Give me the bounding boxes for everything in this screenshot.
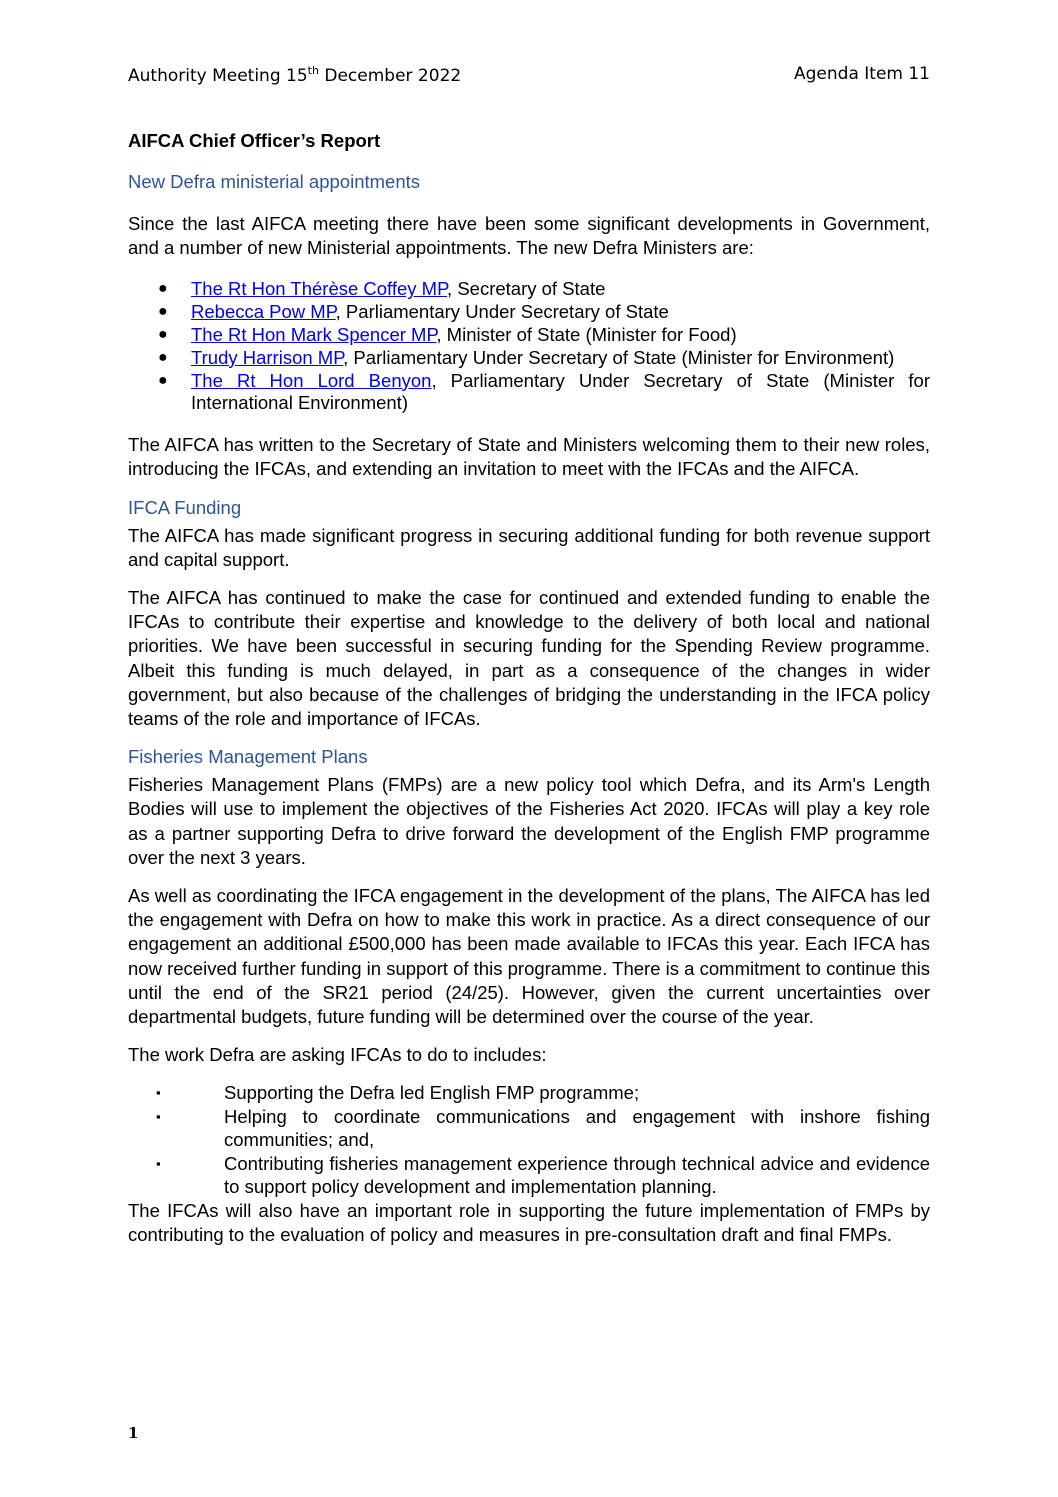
running-header-right: Agenda Item 11 xyxy=(794,64,930,84)
minister-role: , Minister of State (Minister for Food) xyxy=(436,324,737,345)
square-bullet-icon: ▪ xyxy=(156,1108,161,1124)
funding-paragraph-2: The AIFCA has continued to make the case for continued and extended funding to enable the IFCAs to contribute their expertise and knowledge to the delivery of both local and national priorities. We have been successful in securing funding for the Spending Review programme. Albeit this funding is much delayed, in part as a consequence of the changes in wider government, but also because of the challenges of bridging the understanding in the IFCA policy teams of the role and importance of IFCAs. xyxy=(128,587,930,730)
square-bullet-icon: ▪ xyxy=(156,1155,161,1171)
page-number: 1 xyxy=(128,1424,139,1442)
minister-role: , Parliamentary Under Secretary of State xyxy=(335,301,669,323)
ministers-intro-paragraph: Since the last AIFCA meeting there have been some significant developments in Government, and a number of new Ministerial appointments. The new Defra Ministers are: xyxy=(128,213,930,259)
ministers-closing-paragraph: The AIFCA has written to the Secretary of State and Ministers welcoming them to their new roles, introducing the IFCAs, and extending an invitation to meet with the IFCAs and the AIFCA. xyxy=(128,434,930,480)
task-text: Supporting the Defra led English FMP programme; xyxy=(224,1082,640,1104)
bullet-icon: ● xyxy=(158,371,168,389)
minister-link[interactable]: The Rt Hon Lord Benyon xyxy=(191,369,432,391)
minister-role: , Secretary of State xyxy=(447,278,606,300)
fmp-paragraph-1: Fisheries Management Plans (FMPs) are a new policy tool which Defra, and its Arm's Length Bodies will use to implement the objectives of the Fisheries Act 2020. IFCAs will play a key role as a partner supporting Defra to drive forward the development of the English FMP programme over the next 3 years. xyxy=(128,774,930,868)
minister-link[interactable]: The Rt Hon Mark Spencer MP xyxy=(191,324,437,345)
list-item xyxy=(128,1152,930,1199)
section-heading-funding: IFCA Funding xyxy=(128,496,242,518)
section-heading-ministers: New Defra ministerial appointments xyxy=(128,171,421,192)
bullet-icon: ● xyxy=(158,280,168,298)
fmp-paragraph-3: The work Defra are asking IFCAs to do to includes: xyxy=(128,1044,547,1066)
task-text: Contributing fisheries management experience through technical advice and evidence to support policy development and implementation planning. xyxy=(224,1152,930,1198)
header-ordinal-suffix: th xyxy=(307,64,319,77)
running-header-left xyxy=(128,64,461,86)
list-item xyxy=(128,1081,930,1105)
section-heading-fmp: Fisheries Management Plans xyxy=(128,746,368,768)
header-meeting-text: Authority Meeting 15 xyxy=(128,66,308,86)
list-item xyxy=(128,278,930,301)
minister-link[interactable]: Rebecca Pow MP xyxy=(191,301,336,323)
fmp-paragraph-2: As well as coordinating the IFCA engagement in the development of the plans, The AIFCA has led the engagement with Defra on how to make this work in practice. As a direct consequence of our engagement an additional £500,000 has been made available to IFCAs this year. Each IFCA has now received further funding in support of this programme. There is a commitment to continue this until the end of the SR21 period (24/25). However, given the current uncertainties over departmental budgets, future funding will be determined over the course of the year. xyxy=(128,885,930,1028)
minister-link[interactable]: Trudy Harrison MP xyxy=(191,346,344,368)
list-item xyxy=(128,324,930,347)
list-item xyxy=(128,347,930,370)
minister-role: , Parliamentary Under Secretary of State (Minister for International Environment) xyxy=(191,369,930,414)
list-item xyxy=(128,301,930,324)
list-item xyxy=(128,370,930,416)
funding-paragraph-1: The AIFCA has made significant progress in securing additional funding for both revenue support and capital support. xyxy=(128,524,930,570)
header-meeting-date: December 2022 xyxy=(318,66,462,86)
bullet-icon: ● xyxy=(158,326,168,343)
fmp-tasks-list xyxy=(128,1081,930,1199)
ministers-list xyxy=(128,278,930,415)
fmp-paragraph-4: The IFCAs will also have an important role in supporting the future implementation of FMPs by contributing to the evaluation of policy and measures in pre-consultation draft and final FMPs. xyxy=(128,1199,930,1246)
minister-role: , Parliamentary Under Secretary of State (Minister for Environment) xyxy=(343,346,895,368)
document-title: AIFCA Chief Officer’s Report xyxy=(128,130,381,151)
document-body xyxy=(128,130,930,1261)
bullet-icon: ● xyxy=(158,303,168,321)
square-bullet-icon: ▪ xyxy=(156,1085,161,1101)
task-text: Helping to coordinate communications and engagement with inshore fishing communities; and, xyxy=(224,1105,930,1151)
bullet-icon: ● xyxy=(158,348,168,366)
list-item xyxy=(128,1105,930,1152)
minister-link[interactable]: The Rt Hon Thérèse Coffey MP xyxy=(191,278,448,300)
